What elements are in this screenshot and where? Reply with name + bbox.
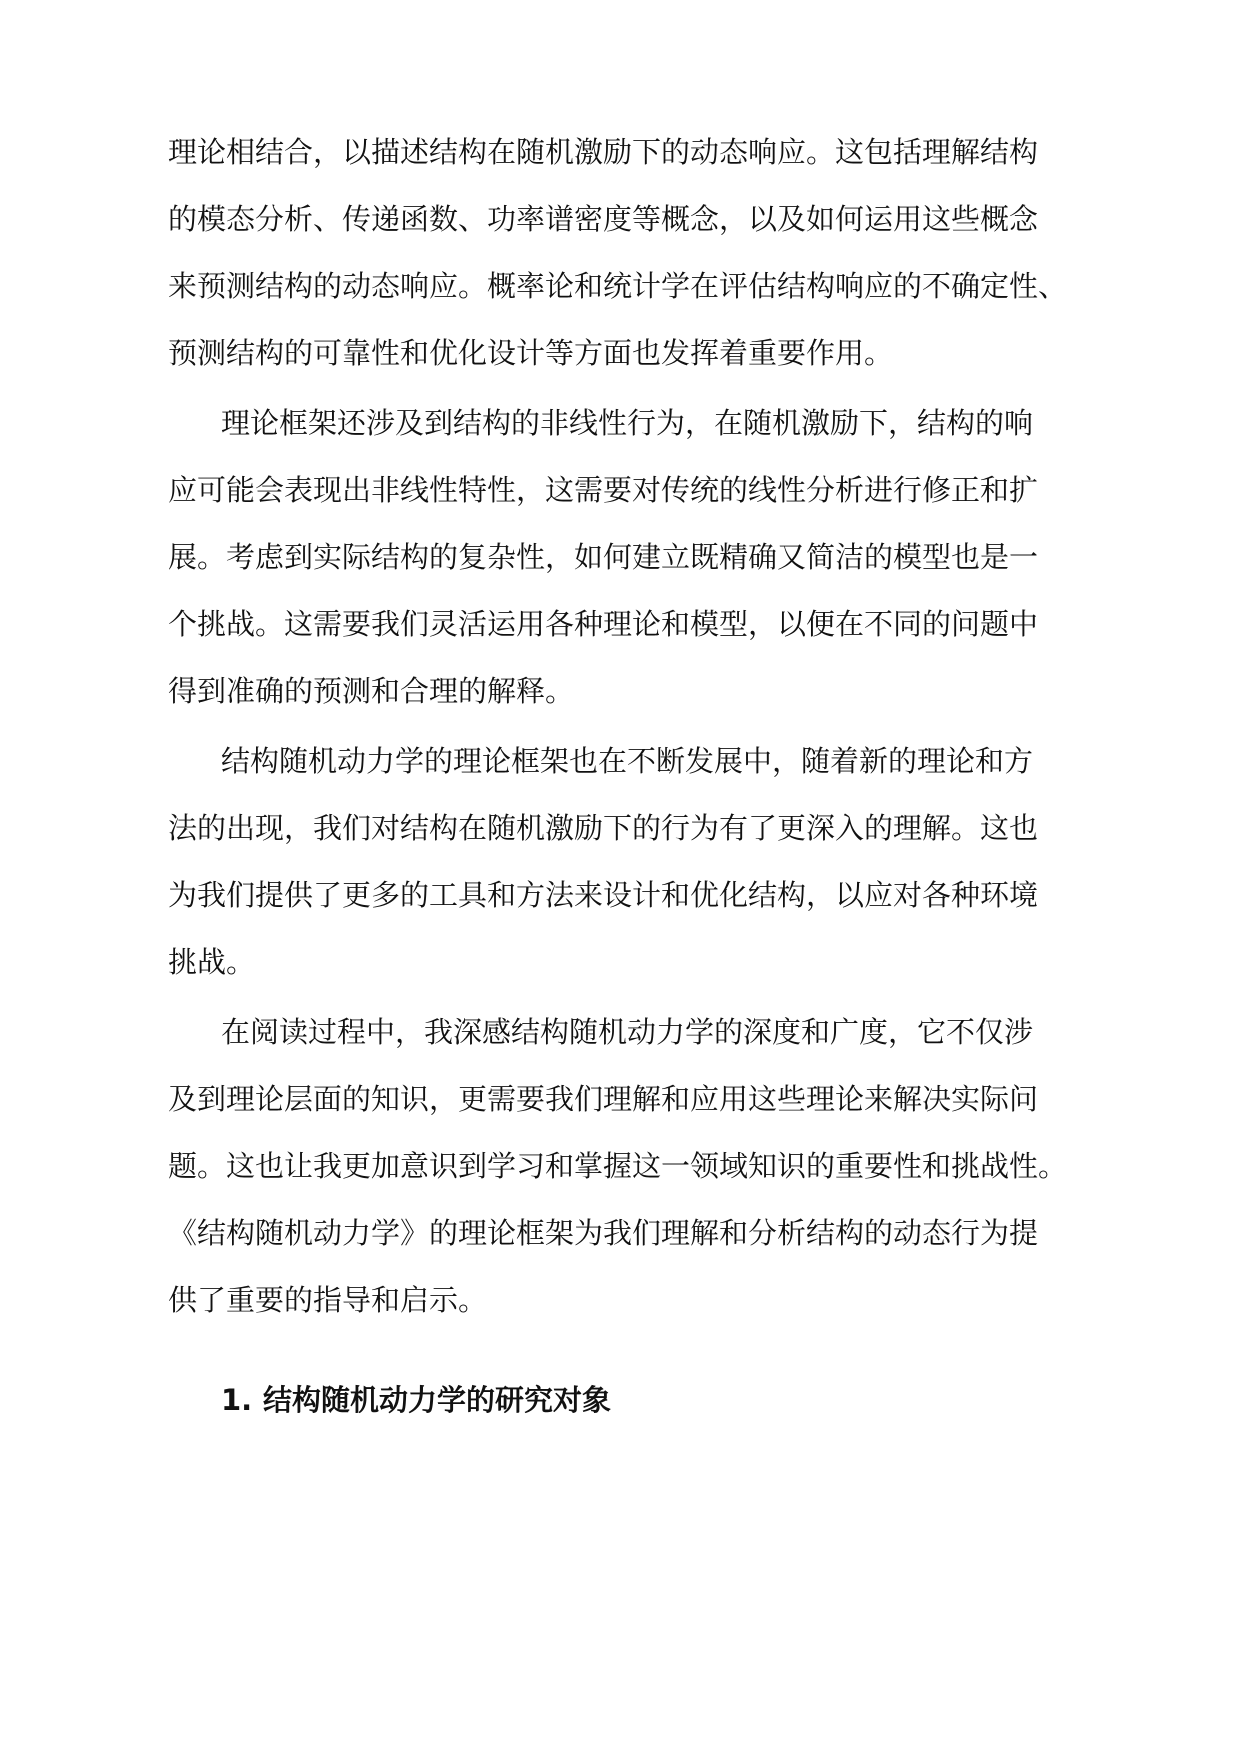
paragraph-4-line-3: 题。这也让我更加意识到学习和掌握这一领域知识的重要性和挑战性。 (168, 1149, 1068, 1183)
paragraph-1-line-1: 理论相结合，以描述结构在随机激励下的动态响应。这包括理解结构 (168, 135, 1039, 169)
section-heading (221, 1380, 611, 1420)
section-heading-title: 结构随机动力学的研究对象 (263, 1383, 612, 1417)
paragraph-2-line-1: 理论框架还涉及到结构的非线性行为，在随机激励下，结构的响 (221, 406, 1034, 440)
paragraph-1-line-3: 来预测结构的动态响应。概率论和统计学在评估结构响应的不确定性、 (168, 269, 1068, 303)
paragraph-2-line-5: 得到准确的预测和合理的解释。 (168, 674, 575, 708)
paragraph-3-line-3: 为我们提供了更多的工具和方法来设计和优化结构，以应对各种环境 (168, 878, 1039, 912)
paragraph-3-line-2: 法的出现，我们对结构在随机激励下的行为有了更深入的理解。这也 (168, 811, 1039, 845)
paragraph-4-line-2: 及到理论层面的知识，更需要我们理解和应用这些理论来解决实际问 (168, 1082, 1039, 1116)
paragraph-1-line-2: 的模态分析、传递函数、功率谱密度等概念，以及如何运用这些概念 (168, 202, 1039, 236)
paragraph-4-line-4: 《结构随机动力学》的理论框架为我们理解和分析结构的动态行为提 (168, 1216, 1039, 1250)
paragraph-1-line-4: 预测结构的可靠性和优化设计等方面也发挥着重要作用。 (168, 336, 894, 370)
paragraph-2-line-2: 应可能会表现出非线性特性，这需要对传统的线性分析进行修正和扩 (168, 473, 1039, 507)
paragraph-2-line-3: 展。考虑到实际结构的复杂性，如何建立既精确又简洁的模型也是一 (168, 540, 1039, 574)
paragraph-2-line-4: 个挑战。这需要我们灵活运用各种理论和模型，以便在不同的问题中 (168, 607, 1039, 641)
paragraph-3-line-1: 结构随机动力学的理论框架也在不断发展中，随着新的理论和方 (221, 744, 1034, 778)
paragraph-4-line-5: 供了重要的指导和启示。 (168, 1283, 488, 1317)
paragraph-3-line-4: 挑战。 (168, 945, 256, 979)
paragraph-4-line-1: 在阅读过程中，我深感结构随机动力学的深度和广度，它不仅涉 (221, 1015, 1034, 1049)
section-heading-number: 1. (221, 1383, 253, 1417)
